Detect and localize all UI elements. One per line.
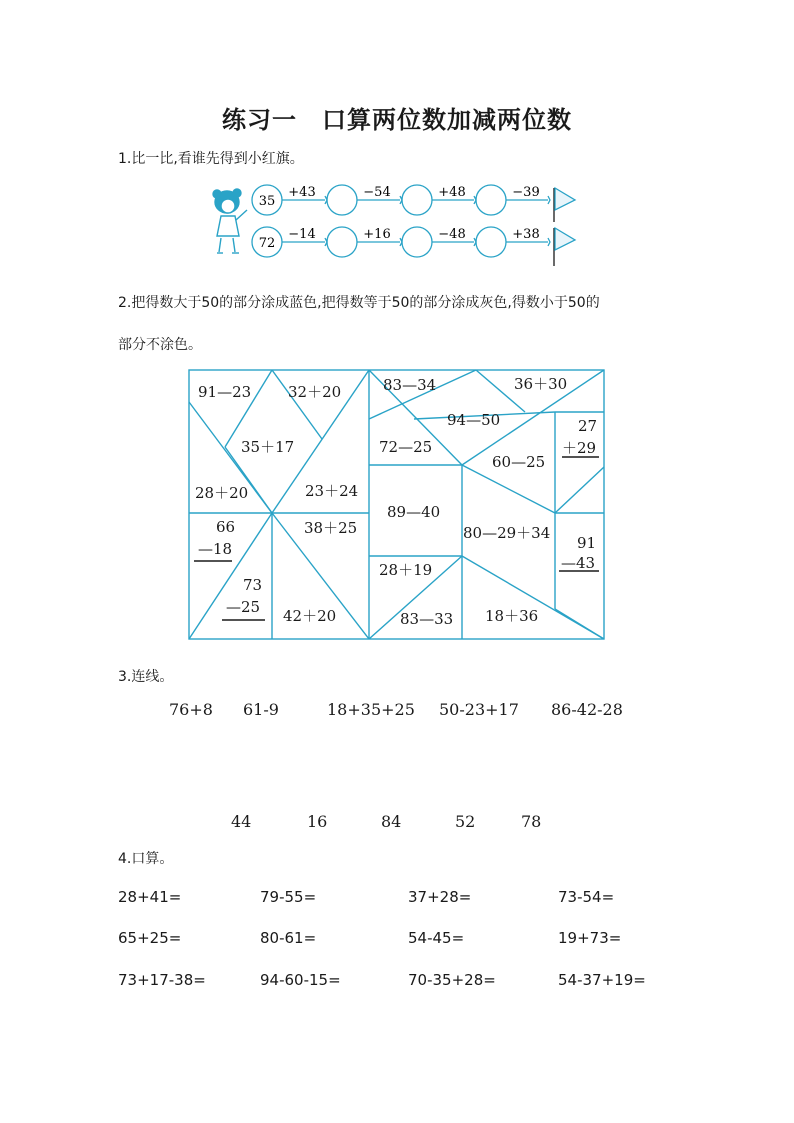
- calc-r2-c1: 65+25=: [118, 929, 182, 947]
- chain-row2-start: 72: [258, 236, 276, 251]
- chain-row1-op-3: +48: [438, 185, 466, 200]
- q3-prompt: 3.连线。: [118, 669, 174, 685]
- chain-row2-op-3: −48: [438, 227, 466, 242]
- cell-36-30: 36＋30: [514, 375, 568, 393]
- cell-18-36: 18＋36: [485, 607, 539, 625]
- expression-1: 76+8: [169, 700, 213, 719]
- cell-60-25: 60—25: [492, 453, 546, 471]
- page-title: 练习一 口算两位数加减两位数: [222, 106, 572, 134]
- cell-27: 27: [578, 417, 598, 435]
- cell-73: 73: [243, 576, 263, 594]
- answer-3: 84: [381, 812, 402, 831]
- calc-r3-c1: 73+17-38=: [118, 971, 206, 989]
- calc-r1-c2: 79-55=: [260, 888, 317, 906]
- answer-1: 44: [231, 812, 252, 831]
- calc-r3-c3: 70-35+28=: [408, 971, 496, 989]
- cell-72-25: 72—25: [379, 438, 433, 456]
- cell-89-40: 89—40: [387, 503, 441, 521]
- answer-4: 52: [455, 812, 476, 831]
- cell-83-33: 83—33: [400, 610, 454, 628]
- coloring-puzzle: [188, 369, 606, 641]
- cell-66: 66: [216, 518, 236, 536]
- expression-5: 86-42-28: [551, 700, 623, 719]
- cell-38-25: 38＋25: [304, 519, 358, 537]
- cell-91: 91: [577, 534, 597, 552]
- q1-prompt: 1.比一比,看谁先得到小红旗。: [118, 151, 304, 167]
- chain-row1-op-4: −39: [512, 185, 540, 200]
- cell-minus-43: —43: [561, 554, 596, 572]
- chain-row1-op-1: +43: [288, 185, 316, 200]
- cell-42-20: 42＋20: [283, 607, 337, 625]
- cell-28-19: 28＋19: [379, 561, 433, 579]
- q2-prompt-line1: 2.把得数大于50的部分涂成蓝色,把得数等于50的部分涂成灰色,得数小于50的: [118, 295, 600, 311]
- answer-5: 78: [521, 812, 542, 831]
- calc-r2-c2: 80-61=: [260, 929, 317, 947]
- cell-23-24: 23＋24: [305, 482, 359, 500]
- cell-80-29-34: 80—29＋34: [463, 524, 551, 542]
- cell-minus-25: —25: [226, 598, 261, 616]
- calc-r2-c4: 19+73=: [558, 929, 622, 947]
- q1-chain-diagram: [205, 180, 595, 272]
- chain-row1-start: 35: [258, 194, 276, 209]
- chain-row1-op-2: −54: [363, 185, 391, 200]
- q2-prompt-line2: 部分不涂色。: [118, 337, 202, 353]
- calc-r3-c2: 94-60-15=: [260, 971, 341, 989]
- expression-3: 18+35+25: [327, 700, 415, 719]
- cell-83-34: 83—34: [383, 376, 437, 394]
- cell-35-17: 35＋17: [241, 438, 295, 456]
- cell-minus-18: —18: [198, 540, 233, 558]
- calc-r2-c3: 54-45=: [408, 929, 465, 947]
- chain-row2-op-1: −14: [288, 227, 316, 242]
- cell-plus-29: ＋29: [562, 439, 597, 457]
- cell-94-50: 94—50: [447, 411, 501, 429]
- calc-r3-c4: 54-37+19=: [558, 971, 646, 989]
- expression-4: 50-23+17: [439, 700, 519, 719]
- cell-32-20: 32＋20: [288, 383, 342, 401]
- girl-illustration: [213, 189, 247, 253]
- answer-2: 16: [307, 812, 328, 831]
- chain-row2-op-2: +16: [363, 227, 391, 242]
- expression-2: 61-9: [243, 700, 279, 719]
- calc-r1-c4: 73-54=: [558, 888, 615, 906]
- chain-row2-op-4: +38: [512, 227, 540, 242]
- calc-r1-c1: 28+41=: [118, 888, 182, 906]
- cell-28-20: 28＋20: [195, 484, 249, 502]
- calc-r1-c3: 37+28=: [408, 888, 472, 906]
- cell-91-23: 91—23: [198, 383, 252, 401]
- q4-prompt: 4.口算。: [118, 851, 174, 867]
